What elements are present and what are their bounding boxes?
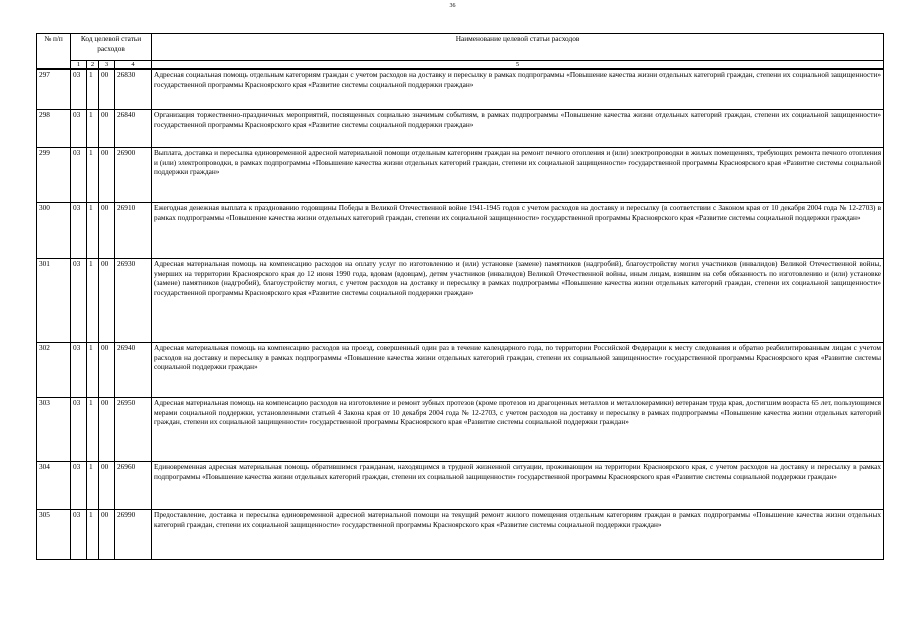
code-part-2: 1	[87, 398, 99, 462]
code-part-4: 26950	[115, 398, 152, 462]
code-part-4: 26840	[115, 110, 152, 148]
row-number: 303	[37, 398, 71, 462]
code-part-3: 00	[99, 398, 115, 462]
header-code: Код целевой статьи расходов	[71, 34, 152, 61]
row-number: 300	[37, 203, 71, 259]
code-part-2: 1	[87, 70, 99, 110]
table-row	[37, 462, 884, 510]
row-number: 298	[37, 110, 71, 148]
code-part-1: 03	[71, 110, 87, 148]
header-row	[37, 34, 884, 61]
table-row	[37, 70, 884, 110]
item-name: Ежегодная денежная выплата к празднованию годовщины Победы в Великой Отечественной войне 1941-1945 годов с учетом расходов на доставку и пересылку (в соответствии с Законом края от 10 декабря 2004 года № 12-2703) в рамках подпрограммы «Повышение качества жизни отдельных категорий граждан, степени их социальной защищенности» государственной программы Красноярского края «Развитие системы социальной поддержки граждан»	[152, 203, 884, 259]
code-part-1: 03	[71, 148, 87, 203]
item-name: Единовременная адресная материальная помощь обратившимся гражданам, находящимся в трудной жизненной ситуации, проживающим на территории Красноярского края, с учетом расходов на доставку и пересылку в рамках подпрограммы «Повышение качества жизни отдельных категорий граждан, степени их социальной защищенности» государственной программы Красноярского края «Развитие системы социальной поддержки граждан»	[152, 462, 884, 510]
code-part-3: 00	[99, 259, 115, 343]
code-part-2: 1	[87, 343, 99, 398]
row-number: 301	[37, 259, 71, 343]
code-part-3: 00	[99, 203, 115, 259]
table-row	[37, 148, 884, 203]
code-part-1: 03	[71, 462, 87, 510]
code-part-4: 26940	[115, 343, 152, 398]
item-name: Предоставление, доставка и пересылка единовременной адресной материальной помощи на текущий ремонт жилого помещения отдельным категориям граждан в рамках подпрограммы «Повышение качества жизни отдельных категорий граждан, степени их социальной защищенности» государственной программы Красноярского края «Развитие системы социальной поддержки граждан»	[152, 510, 884, 560]
item-name: Адресная социальная помощь отдельным категориям граждан с учетом расходов на доставку и пересылку в рамках подпрограммы «Повышение качества жизни отдельных категорий граждан, степени их социальной защищенности» государственной программы Красноярского края «Развитие системы социальной поддержки граждан»	[152, 70, 884, 110]
code-part-1: 03	[71, 203, 87, 259]
header-sub-2: 2	[87, 61, 99, 69]
item-name: Адресная материальная помощь на компенсацию расходов на оплату услуг по изготовлению и (или) установке (замене) памятников (надгробий), благоустройству могил участников (инвалидов) Великой Отечественной войны, умерших на территории Красноярского края до 12 июня 1990 года, вдовам (вдовцам), детям участников (инвалидов) Великой Отечественной войны, иным лицам, взявшим на себя обязанность по изготовлению и (или) установке (замене) памятников (надгробий), благоустройству могил, с учетом расходов на доставку и пересылку в рамках подпрограммы «Повышение качества жизни отдельных категорий граждан, степени их социальной защищенности» государственной программы Красноярского края «Развитие системы социальной поддержки граждан»	[152, 259, 884, 343]
code-part-3: 00	[99, 343, 115, 398]
code-part-4: 26910	[115, 203, 152, 259]
code-part-1: 03	[71, 70, 87, 110]
code-part-3: 00	[99, 510, 115, 560]
code-part-1: 03	[71, 510, 87, 560]
code-part-4: 26930	[115, 259, 152, 343]
code-part-3: 00	[99, 70, 115, 110]
code-part-4: 26900	[115, 148, 152, 203]
row-number: 299	[37, 148, 71, 203]
code-part-3: 00	[99, 110, 115, 148]
code-part-1: 03	[71, 398, 87, 462]
table-row	[37, 510, 884, 560]
row-number: 305	[37, 510, 71, 560]
header-name: Наименование целевой статьи расходов	[152, 34, 884, 61]
item-name: Выплата, доставка и пересылка единовременной адресной материальной помощи отдельным категориям граждан на ремонт печного отопления и (или) электропроводки в жилых помещениях, требующих ремонта печного отопления и (или) электропроводки, в рамках подпрограммы «Повышение качества жизни отдельных категорий граждан, степени их социальной защищенности» государственной программы Красноярского края «Развитие системы социальной поддержки граждан»	[152, 148, 884, 203]
table-row	[37, 398, 884, 462]
code-part-2: 1	[87, 110, 99, 148]
item-name: Адресная материальная помощь на компенсацию расходов на изготовление и ремонт зубных протезов (кроме протезов из драгоценных металлов и металлокерамики) ветеранам труда края, достигшим возраста 65 лет, пользующимся мерами социальной поддержки, установленными статьей 4 Закона края от 10 декабря 2004 года № 12-2703, с учетом расходов на доставку и пересылку в рамках подпрограммы «Повышение качества жизни отдельных категорий граждан, степени их социальной защищенности» государственной программы Красноярского края «Развитие системы социальной поддержки граждан»	[152, 398, 884, 462]
code-part-3: 00	[99, 462, 115, 510]
page-number: 36	[449, 3, 456, 9]
item-name: Организация торжественно-праздничных мероприятий, посвященных социально значимым событиям, в рамках подпрограммы «Повышение качества жизни отдельных категорий граждан, степени их социальной защищенности» государственной программы Красноярского края «Развитие системы социальной поддержки граждан»	[152, 110, 884, 148]
code-part-4: 26830	[115, 70, 152, 110]
item-name: Адресная материальная помощь на компенсацию расходов на проезд, совершенный один раз в течение календарного года, по территории Российской Федерации к месту следования и обратно реабилитированным лицам с учетом расходов на доставку и пересылку в рамках подпрограммы «Повышение качества жизни отдельных категорий граждан, степени их социальной защищенности» государственной программы Красноярского края «Развитие системы социальной поддержки граждан»	[152, 343, 884, 398]
code-part-4: 26990	[115, 510, 152, 560]
header-sub-5: 5	[152, 61, 884, 69]
table-row	[37, 259, 884, 343]
table-row	[37, 110, 884, 148]
code-part-2: 1	[87, 510, 99, 560]
table-row	[37, 343, 884, 398]
table-row	[37, 203, 884, 259]
code-part-2: 1	[87, 148, 99, 203]
header-code-subrow	[37, 61, 884, 69]
header-sub-4: 4	[115, 61, 152, 69]
header-num: № п/п	[37, 34, 71, 69]
code-part-1: 03	[71, 259, 87, 343]
row-number: 302	[37, 343, 71, 398]
header-sub-1: 1	[71, 61, 87, 69]
row-number: 297	[37, 70, 71, 110]
budget-items-table	[36, 33, 884, 560]
code-part-3: 00	[99, 148, 115, 203]
code-part-2: 1	[87, 462, 99, 510]
code-part-4: 26960	[115, 462, 152, 510]
code-part-2: 1	[87, 203, 99, 259]
code-part-2: 1	[87, 259, 99, 343]
code-part-1: 03	[71, 343, 87, 398]
row-number: 304	[37, 462, 71, 510]
header-sub-3: 3	[99, 61, 115, 69]
